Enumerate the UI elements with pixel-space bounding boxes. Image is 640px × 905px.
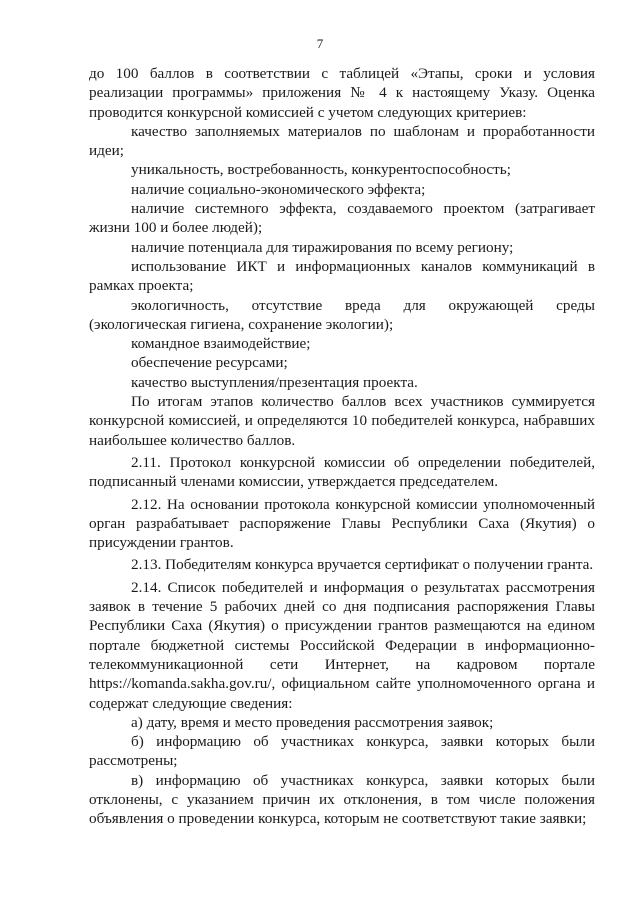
criterion-ecology: экологичность, отсутствие вреда для окружающей среды (экологическая гигиена, сохранение экологии); — [89, 296, 595, 333]
document-body — [89, 64, 595, 829]
criterion-uniqueness: уникальность, востребованность, конкурентоспособность; — [131, 161, 511, 179]
criterion-resources: обеспечение ресурсами; — [131, 354, 288, 372]
criterion-socioeconomic-effect: наличие социально-экономического эффекта; — [131, 180, 426, 198]
criterion-teamwork: командное взаимодействие; — [131, 335, 311, 353]
paragraph-scoring-intro: до 100 баллов в соответствии с таблицей «Этапы, сроки и условия реализации программы» приложения № 4 к настоящему Указу. Оценка проводится конкурсной комиссией с учетом следующих критериев: — [89, 65, 595, 121]
page-number: 7 — [316, 36, 324, 51]
item-b: б) информацию об участниках конкурса, заявки которых были рассмотрены; — [89, 733, 595, 770]
criterion-ict-usage: использование ИКТ и информационных каналов коммуникаций в рамках проекта; — [89, 257, 595, 295]
item-a: а) дату, время и место проведения рассмотрения заявок; — [131, 713, 494, 731]
criterion-materials-quality: качество заполняемых материалов по шаблонам и проработанности идеи; — [89, 122, 595, 160]
clause-2-13: 2.13. Победителям конкурса вручается сертификат о получении гранта. — [131, 556, 594, 574]
item-c: в) информацию об участниках конкурса, заявки которых были отклонены, с указанием причин их отклонения, в том числе положения объявления о проведении конкурса, которым не соответствуют такие заявки; — [89, 771, 595, 828]
clause-2-11: 2.11. Протокол конкурсной комиссии об определении победителей, подписанный членами комиссии, утверждается председателем. — [89, 453, 595, 491]
criterion-systemic-effect: наличие системного эффекта, создаваемого проектом (затрагивает жизни 100 и более людей); — [89, 200, 595, 237]
paragraph-winners-determination: По итогам этапов количество баллов всех участников суммируется конкурсной комиссией, и определяются 10 победителей конкурса, набравших наибольшее количество баллов. — [89, 393, 595, 449]
clause-2-12: 2.12. На основании протокола конкурсной комиссии уполномоченный орган разрабатывает распоряжение Главы Республики Саха (Якутия) о присуждении грантов. — [89, 495, 595, 552]
criterion-presentation: качество выступления/презентация проекта. — [131, 373, 418, 391]
criterion-replication-potential: наличие потенциала для тиражирования по всему региону; — [131, 238, 514, 256]
clause-2-14: 2.14. Список победителей и информация о результатах рассмотрения заявок в течение 5 рабочих дней со дня подписания распоряжения Главы Республики Саха (Якутия) о присуждении грантов размещаются на едином портале бюджетной системы Российской Федерации в информационно-телекоммуникационной сети Интернет, на кадровом портале https://komanda.sakha.gov.ru/, официальном сайте уполномоченного органа и содержат следующие сведения: — [89, 578, 595, 712]
